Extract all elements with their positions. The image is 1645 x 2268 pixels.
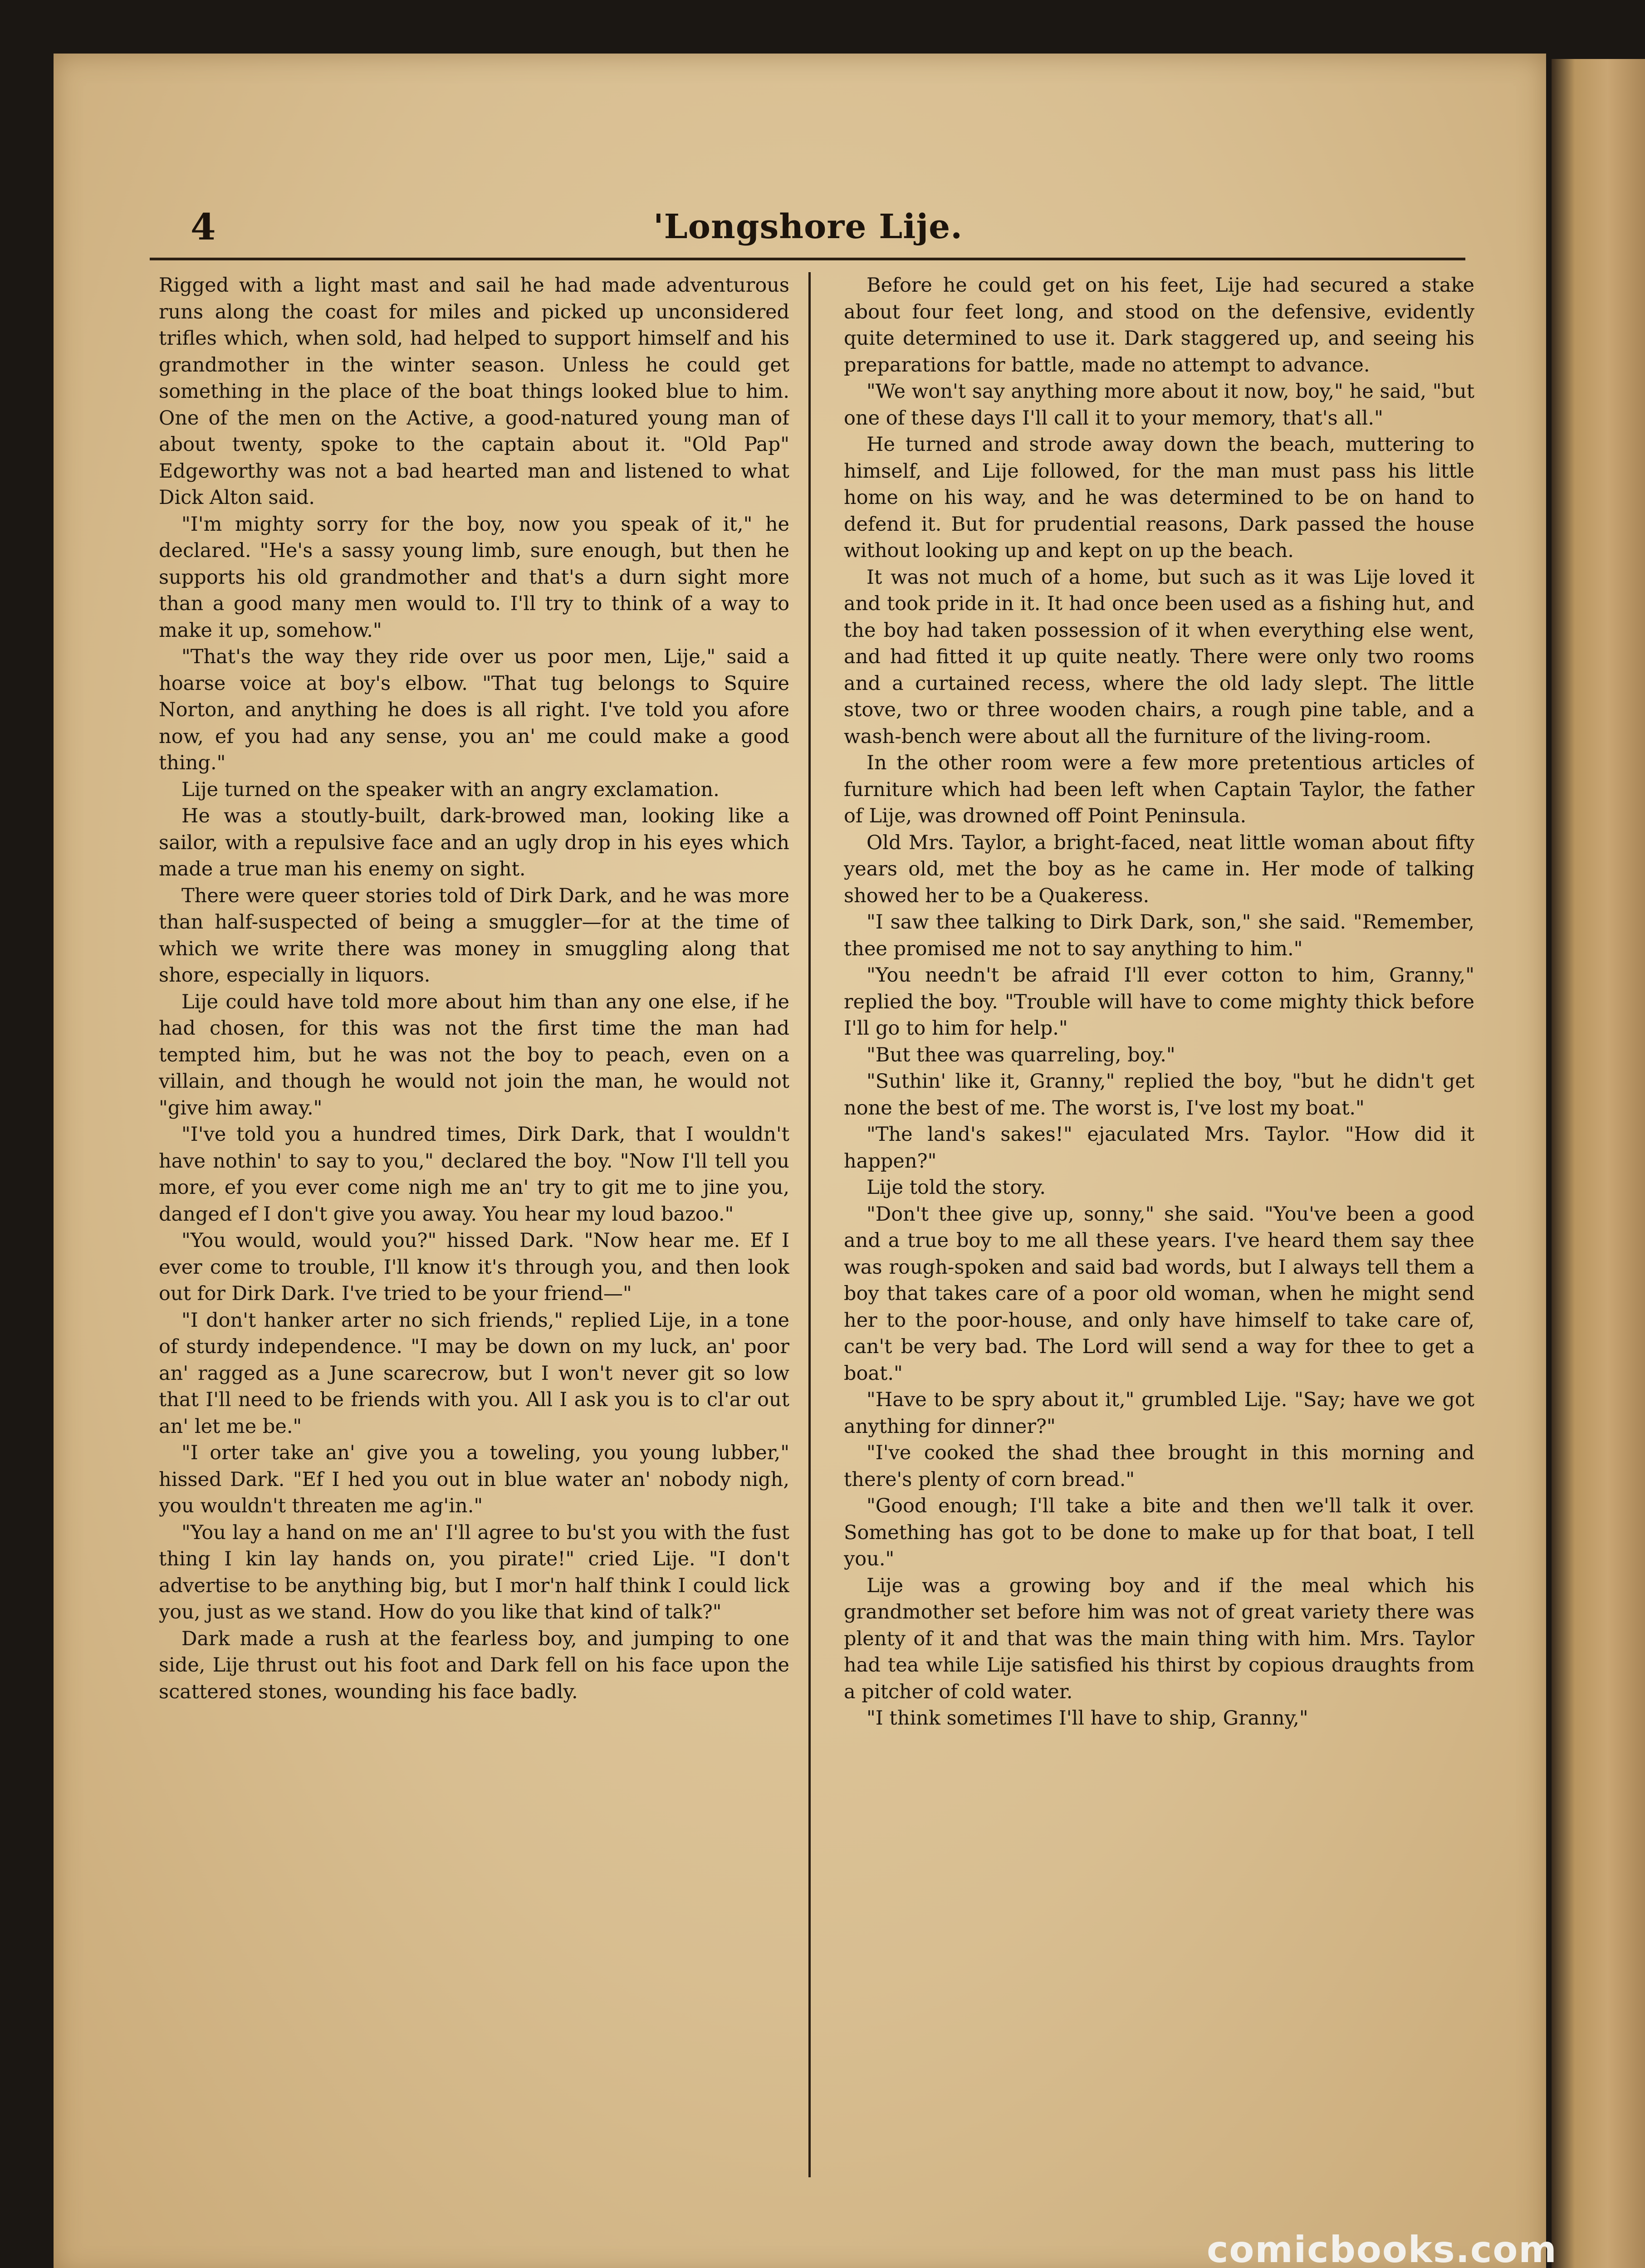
paragraph: "That's the way they ride over us poor men, Lije," said a hoarse voice at boy's elbow. "That tug belongs to Squire Norton, and anything he does is all right. I've told you afore now, ef you had any sense, you an' me could make a good thing." bbox=[159, 645, 789, 774]
paragraph: "I'm mighty sorry for the boy, now you speak of it," he declared. "He's a sassy young limb, sure enough, but then he supports his old grandmother and that's a durn sight more than a good many men would to. I'll try to think of a way to make it up, somehow." bbox=[159, 513, 789, 642]
paragraph: Lije could have told more about him than any one else, if he had chosen, for this was not the first time the man had tempted him, but he was not the boy to peach, even on a villain, and though he would not join the man, he would not "give him away." bbox=[159, 990, 789, 1119]
paragraph: In the other room were a few more pretentious articles of furniture which had been left when Captain Taylor, the father of Lije, was drowned off Point Peninsula. bbox=[844, 752, 1474, 827]
paragraph: He was a stoutly-built, dark-browed man, looking like a sailor, with a repulsive face and an ugly drop in his eyes which made a true man his enemy on sight. bbox=[159, 805, 789, 880]
paragraph: It was not much of a home, but such as it was Lije loved it and took pride in it. It had once been used as a fishing hut, and the boy had taken possession of it when everything else went, and had fitted it up quite neatly. There were only two rooms and a curtained recess, where the old lady slept. The little stove, two or three wooden chairs, a rough pine table, and a wash-bench were about all the furniture of the living-room. bbox=[844, 566, 1474, 748]
paragraph: "I've cooked the shad thee brought in this morning and there's plenty of corn bread." bbox=[844, 1442, 1474, 1491]
paragraph: Lije told the story. bbox=[867, 1176, 1046, 1199]
paragraph: "We won't say anything more about it now, boy," he said, "but one of these days I'll call it to your memory, that's all." bbox=[844, 380, 1474, 430]
right-column bbox=[844, 272, 1474, 2177]
paragraph: Dark made a rush at the fearless boy, and jumping to one side, Lije thrust out his foot and Dark fell on his face upon the scattered stones, wounding his face badly. bbox=[159, 1627, 789, 1703]
paragraph: "Have to be spry about it," grumbled Lije. "Say; have we got anything for dinner?" bbox=[844, 1388, 1474, 1438]
paragraph: He turned and strode away down the beach, muttering to himself, and Lije followed, for the man must pass his little home on his way, and he was determined to be on hand to defend it. But for prudential reasons, Dark passed the house without looking up and kept on up the beach. bbox=[844, 433, 1474, 562]
paragraph: "I orter take an' give you a toweling, you young lubber," hissed Dark. "Ef I hed you out in blue water an' nobody nigh, you wouldn't threaten me ag'in." bbox=[159, 1442, 789, 1517]
paragraph: "Suthin' like it, Granny," replied the boy, "but he didn't get none the best of me. The worst is, I've lost my boat." bbox=[844, 1070, 1474, 1119]
paragraph: Before he could get on his feet, Lije had secured a stake about four feet long, and stood on the defensive, evidently quite determined to use it. Dark staggered up, and seeing his preparations for battle, made no attempt to advance. bbox=[844, 274, 1474, 376]
page-header bbox=[136, 200, 1452, 254]
paragraph: Rigged with a light mast and sail he had made adventurous runs along the coast for miles and picked up unconsidered trifles which, when sold, had helped to support himself and his grandmother in the winter season. Unless he could get something in the place of the boat things looked blue to him. One of the men on the Active, a good-natured young man of about twenty, spoke to the captain about it. "Old Pap" Edgeworthy was not a bad hearted man and listened to what Dick Alton said. bbox=[159, 274, 789, 509]
paragraph: Lije was a growing boy and if the meal which his grandmother set before him was not of great variety there was plenty of it and that was the main thing with him. Mrs. Taylor had tea while Lije satisfied his thirst by copious draughts from a pitcher of cold water. bbox=[844, 1574, 1474, 1703]
paragraph: Lije turned on the speaker with an angry exclamation. bbox=[181, 778, 720, 801]
running-title: 'Longshore Lije. bbox=[653, 207, 963, 246]
page-number: 4 bbox=[191, 205, 216, 248]
paragraph: "Good enough; I'll take a bite and then we'll talk it over. Something has got to be done to make up for that boat, I tell you." bbox=[844, 1495, 1474, 1570]
paragraph: "You needn't be afraid I'll ever cotton to him, Granny," replied the boy. "Trouble will have to come mighty thick before I'll go to him for help." bbox=[844, 964, 1474, 1040]
paragraph: "Don't thee give up, sonny," she said. "You've been a good and a true boy to me all these years. I've heard them say thee was rough-spoken and said bad words, but I always tell them a boy that takes care of a poor old woman, when he might send her to the poor-house, and only have himself to take care of, can't be very bad. The Lord will send a way for thee to get a boat." bbox=[844, 1202, 1474, 1385]
left-column bbox=[159, 272, 789, 2177]
paragraph: "I think sometimes I'll have to ship, Granny," bbox=[867, 1707, 1308, 1730]
column-divider bbox=[808, 272, 811, 2177]
paragraph: "You would, would you?" hissed Dark. "Now hear me. Ef I ever come to trouble, I'll know it's through you, and then look out for Dirk Dark. I've tried to be your friend—" bbox=[159, 1229, 789, 1305]
paragraph: "I saw thee talking to Dirk Dark, son," she said. "Remember, thee promised me not to say anything to him." bbox=[844, 911, 1474, 960]
paragraph: "But thee was quarreling, boy." bbox=[867, 1043, 1175, 1066]
paragraph: Old Mrs. Taylor, a bright-faced, neat little woman about fifty years old, met the boy as he came in. Her mode of talking showed her to be a Quakeress. bbox=[844, 831, 1474, 907]
paragraph: "I don't hanker arter no sich friends," replied Lije, in a tone of sturdy independence. "I may be down on my luck, an' poor an' ragged as a June scarecrow, but I won't never git so low that I'll need to be friends with you. All I ask you is to cl'ar out an' let me be." bbox=[159, 1309, 789, 1438]
paragraph: There were queer stories told of Dirk Dark, and he was more than half-suspected of being a smuggler—for at the time of which we write there was money in smuggling along that shore, especially in liquors. bbox=[159, 884, 789, 987]
header-rule bbox=[150, 258, 1465, 260]
site-watermark: comicbooks.com bbox=[1207, 2229, 1557, 2268]
next-page-edge bbox=[1552, 59, 1645, 2268]
paragraph: "I've told you a hundred times, Dirk Dark, that I wouldn't have nothin' to say to you," declared the boy. "Now I'll tell you more, ef you ever come nigh me an' try to git me to jine you, danged ef I don't give you away. You hear my loud bazoo." bbox=[159, 1123, 789, 1226]
paragraph: "The land's sakes!" ejaculated Mrs. Taylor. "How did it happen?" bbox=[844, 1123, 1474, 1173]
paragraph: "You lay a hand on me an' I'll agree to bu'st you with the fust thing I kin lay hands on, you pirate!" cried Lije. "I don't advertise to be anything big, but I mor'n half think I could lick you, just as we stand. How do you like that kind of talk?" bbox=[159, 1521, 789, 1623]
